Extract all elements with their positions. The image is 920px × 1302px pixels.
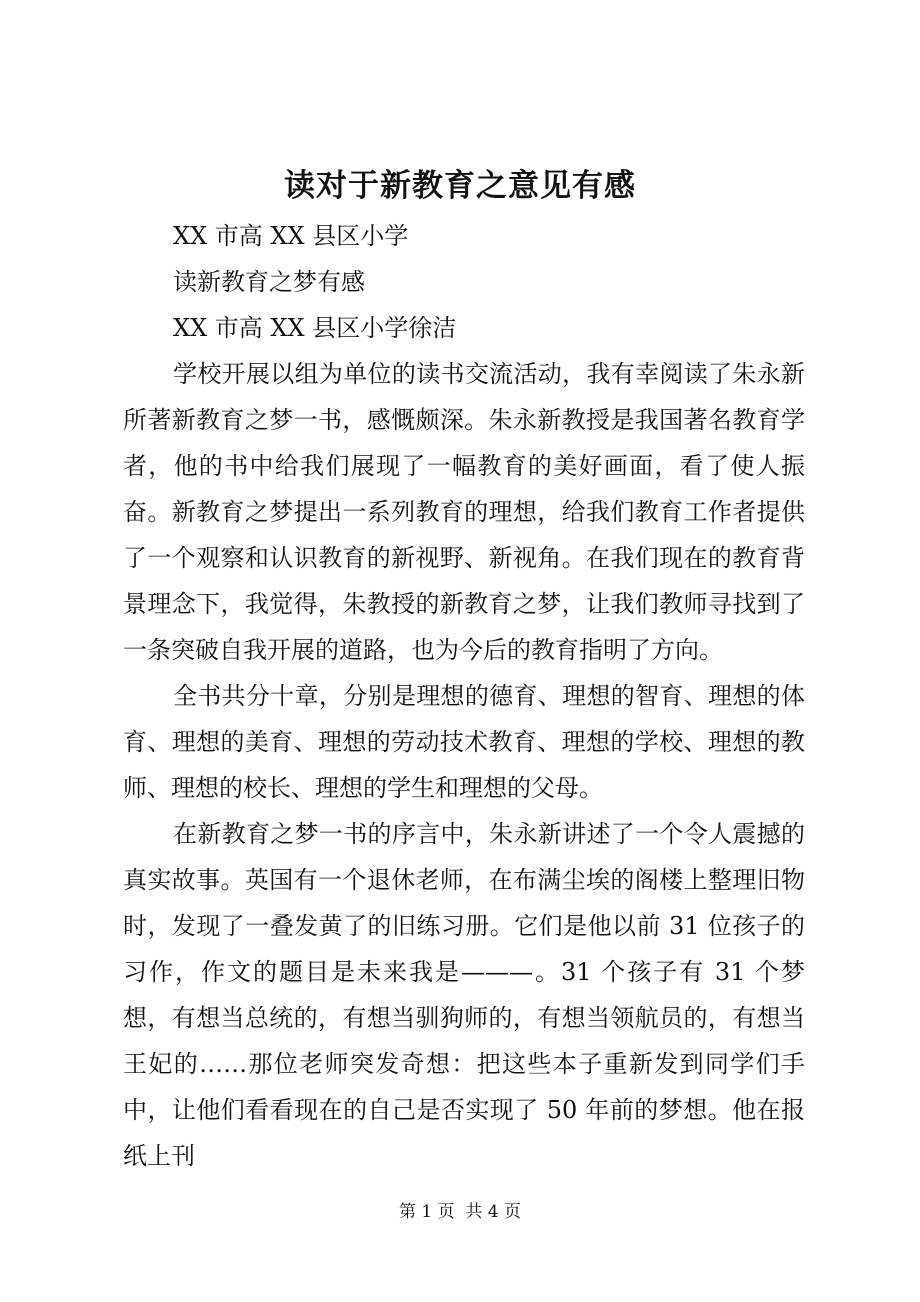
- document-body: [123, 213, 805, 1179]
- paragraph-2: 全书共分十章，分别是理想的德育、理想的智育、理想的体育、理想的美育、理想的劳动技术教育、理想的学校、理想的教师、理想的校长、理想的学生和理想的父母。: [123, 682, 805, 802]
- school-line: XX 市高 XX 县区小学: [173, 222, 409, 250]
- subtitle-line: 读新教育之梦有感: [173, 268, 365, 296]
- author-line: XX 市高 XX 县区小学徐洁: [173, 314, 457, 342]
- page-footer: 第 1 页 共 4 页: [398, 1202, 522, 1222]
- paragraph-1: 学校开展以组为单位的读书交流活动，我有幸阅读了朱永新所著新教育之梦一书，感慨颇深。朱永新教授是我国著名教育学者，他的书中给我们展现了一幅教育的美好画面，看了使人振奋。新教育之梦提出一系列教育的理想，给我们教育工作者提供了一个观察和认识教育的新视野、新视角。在我们现在的教育背景理念下，我觉得，朱教授的新教育之梦，让我们教师寻找到了一条突破自我开展的道路，也为今后的教育指明了方向。: [123, 360, 805, 664]
- paragraph-3: 在新教育之梦一书的序言中，朱永新讲述了一个令人震撼的真实故事。英国有一个退休老师，在布满尘埃的阁楼上整理旧物时，发现了一叠发黄了的旧练习册。它们是他以前 31 位孩子的习作，作文的题目是未来我是———。31 个孩子有 31 个梦想，有想当总统的，有想当驯狗师的，有想当领航员的，有想当王妃的……那位老师突发奇想：把这些本子重新发到同学们手中，让他们看看现在的自己是否实现了 50 年前的梦想。他在报纸上刊: [123, 820, 805, 1170]
- document-title: 读对于新教育之意见有感: [284, 168, 636, 204]
